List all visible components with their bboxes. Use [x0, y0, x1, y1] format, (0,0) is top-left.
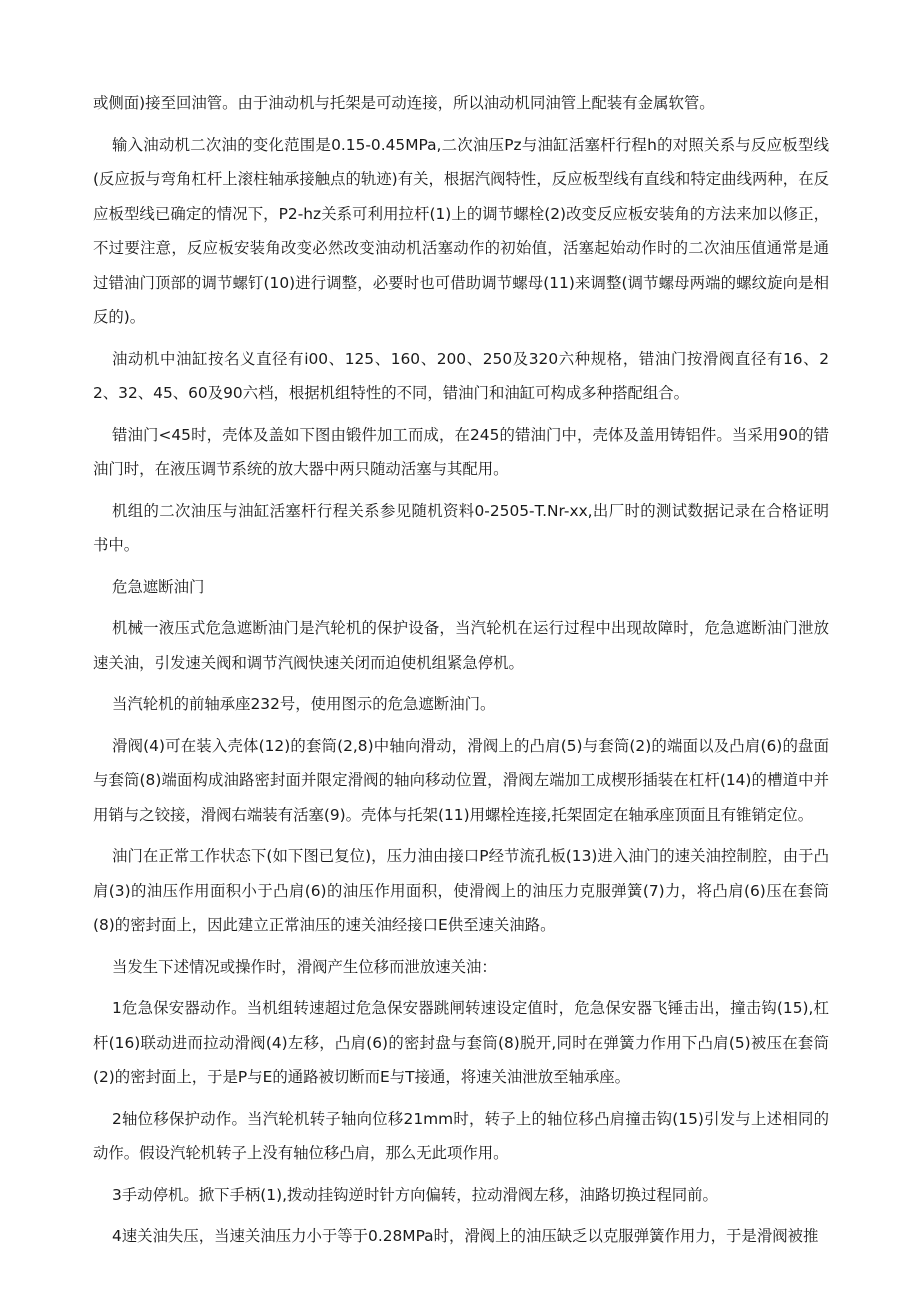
paragraph-slide-valve-structure: 滑阀(4)可在装入壳体(12)的套筒(2,8)中轴向滑动，滑阀上的凸肩(5)与套筒(2)的端面以及凸肩(6)的盘面与套筒(8)端面构成油路密封面并限定滑阀的轴向移动位置，滑阀左端加工成楔形插装在杠杆(14)的槽道中并用销与之铰接，滑阀右端装有活塞(9)。壳体与托架(11)用螺栓连接,托架固定在轴承座顶面且有锥销定位。	[93, 736, 829, 824]
paragraph-front-bearing: 当汽轮机的前轴承座232号，使用图示的危急遮断油门。	[112, 695, 496, 713]
paragraph-normal-operation: 油门在正常工作状态下(如下图已复位)，压力油由接口P经节流孔板(13)进入油门的速关油控制腔，由于凸肩(3)的油压作用面积小于凸肩(6)的油压作用面积，使滑阀上的油压力克服弹簧(7)力，将凸肩(6)压在套筒(8)的密封面上，因此建立正常油压的速关油经接口E供至速关油路。	[93, 847, 829, 934]
list-item-manual-shutdown: 3手动停机。掀下手柄(1),拨动挂钩逆时针方向偏转，拉动滑阀左移，油路切换过程同前。	[112, 1185, 718, 1204]
document-body	[93, 86, 829, 1254]
paragraph-test-data: 机组的二次油压与油缸活塞杆行程关系参见随机资料0-2505-T.Nr-xx,出厂时的测试数据记录在合格证明书中。	[93, 501, 829, 554]
paragraph-trip-conditions-intro: 当发生下述情况或操作时，滑阀产生位移而泄放速关油：	[112, 957, 497, 976]
section-heading-emergency-trip: 危急遮断油门	[112, 577, 205, 596]
list-item-oil-pressure-loss: 4速关油失压，当速关油压力小于等于0.28MPa时，滑阀上的油压缺乏以克服弹簧作用力，于是滑阀被推	[112, 1227, 819, 1245]
paragraph-pilot-valve-casing: 错油门<45时，壳体及盖如下图由锻件加工而成，在245的错油门中，壳体及盖用铸铝件。当采用90的错油门时，在液压调节系统的放大器中两只随动活塞与其配用。	[93, 425, 829, 478]
list-item-axial-displacement: 2轴位移保护动作。当汽轮机转子轴向位移21mm时，转子上的轴位移凸肩撞击钩(15)引发与上述相同的动作。假设汽轮机转子上没有轴位移凸肩，那么无此项作用。	[93, 1109, 829, 1162]
paragraph-cylinder-sizes: 油动机中油缸按名义直径有i00、125、160、200、250及320六种规格，错油门按滑阀直径有16、22、32、45、60及90六档，根据机组特性的不同，错油门和油缸可构成多种搭配组合。	[93, 349, 829, 402]
paragraph-trip-valve-overview: 机械一液压式危急遮断油门是汽轮机的保护设备，当汽轮机在运行过程中出现故障时，危急遮断油门泄放速关油，引发速关阀和调节汽阀快速关闭而迫使机组紧急停机。	[93, 619, 829, 672]
paragraph-continuation: 或侧面)接至回油管。由于油动机与托架是可动连接，所以油动机同油管上配装有金属软管。	[93, 94, 715, 112]
paragraph-servomotor-oil-range: 输入油动机二次油的变化范围是0.15-0.45MPa,二次油压Pz与油缸活塞杆行程h的对照关系与反应板型线(反应扳与弯角杠杆上滚柱轴承接触点的轨迹)有关，根据汽阀特性，反应板型线有直线和特定曲线两种，在反应板型线已确定的情况下，P2-hz关系可利用拉杆(1)上的调节螺栓(2)改变反应板安装角的方法来加以修正，不过要注意，反应板安装角改变必然改变油动机活塞动作的初始值，活塞起始动作时的二次油压值通常是通过错油门顶部的调节螺钉(10)进行调整，必要时也可借助调节螺母(11)来调整(调节螺母两端的螺纹旋向是相反的)。	[93, 135, 829, 326]
list-item-overspeed-trip: 1危急保安器动作。当机组转速超过危急保安器跳闸转速设定值时，危急保安器飞锤击出，撞击钩(15),杠杆(16)联动进而拉动滑阀(4)左移，凸肩(6)的密封盘与套筒(8)脱开,同时在弹簧力作用下凸肩(5)被压在套筒(2)的密封面上，于是P与E的通路被切断而E与T接通，将速关油泄放至轴承座。	[93, 999, 829, 1086]
